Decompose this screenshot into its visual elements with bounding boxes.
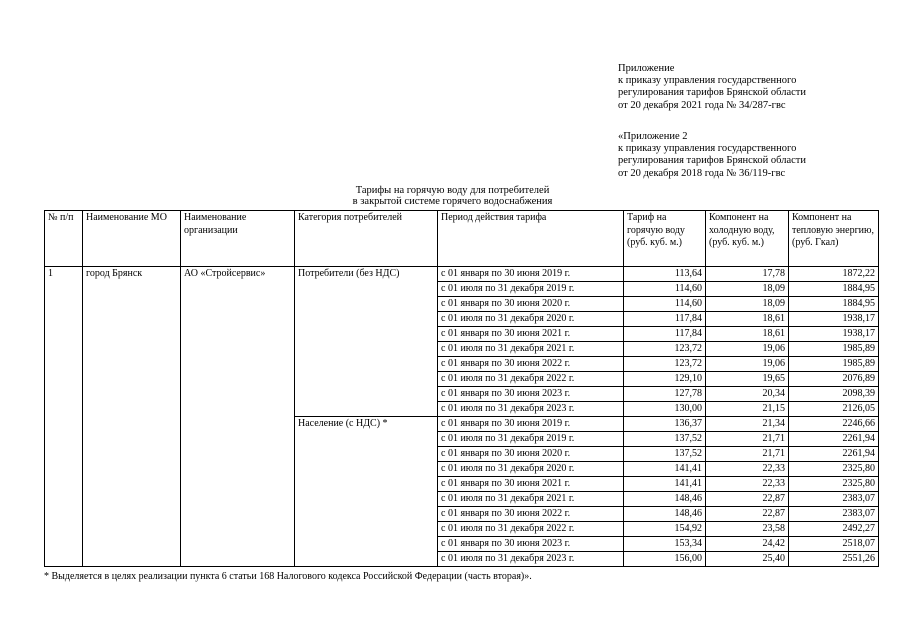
row-tariff: 137,52 <box>624 447 706 462</box>
row-heat-energy: 2325,80 <box>789 477 879 492</box>
row-heat-energy: 2551,26 <box>789 552 879 567</box>
document-title-line-2: в закрытой системе горячего водоснабжения <box>352 196 553 207</box>
row-num: 1 <box>45 267 83 567</box>
row-tariff: 113,64 <box>624 267 706 282</box>
appendix-line: к приказу управления государственного <box>618 75 797 87</box>
row-heat-energy: 1985,89 <box>789 357 879 372</box>
row-heat-energy: 2076,89 <box>789 372 879 387</box>
row-period: с 01 июля по 31 декабря 2021 г. <box>438 492 624 507</box>
row-tariff: 148,46 <box>624 507 706 522</box>
table-row <box>45 267 879 282</box>
row-heat-energy: 1872,22 <box>789 267 879 282</box>
row-heat-energy: 1884,95 <box>789 297 879 312</box>
row-period: с 01 января по 30 июня 2021 г. <box>438 327 624 342</box>
header-organization: Наименование организации <box>181 211 295 267</box>
row-period: с 01 января по 30 июня 2022 г. <box>438 507 624 522</box>
row-category: Население (с НДС) * <box>295 417 438 567</box>
row-tariff: 114,60 <box>624 282 706 297</box>
appendix-line: к приказу управления государственного <box>618 143 797 155</box>
row-cold-water: 21,15 <box>706 402 789 417</box>
table-header-row <box>45 211 879 267</box>
document-title-line-1: Тарифы на горячую воду для потребителей <box>355 185 550 196</box>
row-period: с 01 января по 30 июня 2023 г. <box>438 387 624 402</box>
header-num: № п/п <box>45 211 83 267</box>
row-cold-water: 21,34 <box>706 417 789 432</box>
row-heat-energy: 1938,17 <box>789 327 879 342</box>
row-category: Потребители (без НДС) <box>295 267 438 417</box>
row-period: с 01 июля по 31 декабря 2019 г. <box>438 432 624 447</box>
row-tariff: 114,60 <box>624 297 706 312</box>
row-tariff: 123,72 <box>624 342 706 357</box>
row-period: с 01 января по 30 июня 2023 г. <box>438 537 624 552</box>
appendix-line: Приложение <box>618 63 675 74</box>
row-cold-water: 18,61 <box>706 327 789 342</box>
row-heat-energy: 2246,66 <box>789 417 879 432</box>
row-cold-water: 19,06 <box>706 357 789 372</box>
row-heat-energy: 2126,05 <box>789 402 879 417</box>
row-mo: город Брянск <box>83 267 181 567</box>
row-cold-water: 22,33 <box>706 462 789 477</box>
row-heat-energy: 2261,94 <box>789 432 879 447</box>
row-tariff: 130,00 <box>624 402 706 417</box>
row-tariff: 117,84 <box>624 327 706 342</box>
row-cold-water: 18,09 <box>706 297 789 312</box>
row-period: с 01 июля по 31 декабря 2020 г. <box>438 462 624 477</box>
row-organization: АО «Стройсервис» <box>181 267 295 567</box>
row-heat-energy: 2518,07 <box>789 537 879 552</box>
header-period: Период действия тарифа <box>438 211 624 267</box>
row-tariff: 156,00 <box>624 552 706 567</box>
header-cold-water: Компонент на холодную воду, (руб. куб. м.) <box>706 211 789 267</box>
appendix-line: от 20 декабря 2021 года № 34/287-гвс <box>618 99 786 111</box>
row-period: с 01 июля по 31 декабря 2019 г. <box>438 282 624 297</box>
row-heat-energy: 1884,95 <box>789 282 879 297</box>
row-period: с 01 января по 30 июня 2020 г. <box>438 447 624 462</box>
row-heat-energy: 2492,27 <box>789 522 879 537</box>
row-tariff: 154,92 <box>624 522 706 537</box>
row-cold-water: 18,61 <box>706 312 789 327</box>
appendix-line: от 20 декабря 2018 года № 36/119-гвс <box>618 167 786 179</box>
appendix-line: регулирования тарифов Брянской области <box>618 155 806 167</box>
header-category: Категория потребителей <box>295 211 438 267</box>
row-heat-energy: 2383,07 <box>789 507 879 522</box>
row-period: с 01 января по 30 июня 2019 г. <box>438 417 624 432</box>
row-cold-water: 22,87 <box>706 492 789 507</box>
row-tariff: 153,34 <box>624 537 706 552</box>
row-tariff: 127,78 <box>624 387 706 402</box>
row-period: с 01 января по 30 июня 2020 г. <box>438 297 624 312</box>
row-cold-water: 17,78 <box>706 267 789 282</box>
footnote: * Выделяется в целях реализации пункта 6 статьи 168 Налогового кодекса Российской Федерации (часть вторая)». <box>44 571 532 582</box>
row-cold-water: 25,40 <box>706 552 789 567</box>
row-tariff: 141,41 <box>624 477 706 492</box>
row-tariff: 117,84 <box>624 312 706 327</box>
header-tariff: Тариф на горячую воду (руб. куб. м.) <box>624 211 706 267</box>
row-period: с 01 июля по 31 декабря 2021 г. <box>438 342 624 357</box>
tariff-table <box>44 210 879 567</box>
row-cold-water: 23,58 <box>706 522 789 537</box>
row-cold-water: 19,65 <box>706 372 789 387</box>
appendix-line: «Приложение 2 <box>618 131 688 142</box>
row-tariff: 148,46 <box>624 492 706 507</box>
row-period: с 01 января по 30 июня 2019 г. <box>438 267 624 282</box>
header-heat-energy: Компонент на тепловую энергию, (руб. Гкал) <box>789 211 879 267</box>
row-period: с 01 июля по 31 декабря 2022 г. <box>438 372 624 387</box>
row-cold-water: 24,42 <box>706 537 789 552</box>
row-tariff: 137,52 <box>624 432 706 447</box>
appendix-original-order <box>618 131 898 180</box>
row-heat-energy: 1938,17 <box>789 312 879 327</box>
row-cold-water: 22,87 <box>706 507 789 522</box>
row-cold-water: 22,33 <box>706 477 789 492</box>
row-period: с 01 июля по 31 декабря 2023 г. <box>438 402 624 417</box>
row-heat-energy: 2098,39 <box>789 387 879 402</box>
header-mo: Наименование МО <box>83 211 181 267</box>
row-cold-water: 18,09 <box>706 282 789 297</box>
appendix-line: регулирования тарифов Брянской области <box>618 87 806 99</box>
row-heat-energy: 2383,07 <box>789 492 879 507</box>
row-heat-energy: 1985,89 <box>789 342 879 357</box>
row-cold-water: 19,06 <box>706 342 789 357</box>
row-tariff: 136,37 <box>624 417 706 432</box>
row-cold-water: 20,34 <box>706 387 789 402</box>
row-heat-energy: 2325,80 <box>789 462 879 477</box>
row-cold-water: 21,71 <box>706 432 789 447</box>
row-period: с 01 января по 30 июня 2022 г. <box>438 357 624 372</box>
row-heat-energy: 2261,94 <box>789 447 879 462</box>
row-tariff: 129,10 <box>624 372 706 387</box>
row-cold-water: 21,71 <box>706 447 789 462</box>
row-period: с 01 июля по 31 декабря 2020 г. <box>438 312 624 327</box>
row-period: с 01 июля по 31 декабря 2022 г. <box>438 522 624 537</box>
row-period: с 01 июля по 31 декабря 2023 г. <box>438 552 624 567</box>
appendix-current-order <box>618 63 898 112</box>
row-tariff: 123,72 <box>624 357 706 372</box>
row-period: с 01 января по 30 июня 2021 г. <box>438 477 624 492</box>
row-tariff: 141,41 <box>624 462 706 477</box>
tariff-table-body <box>45 267 879 567</box>
